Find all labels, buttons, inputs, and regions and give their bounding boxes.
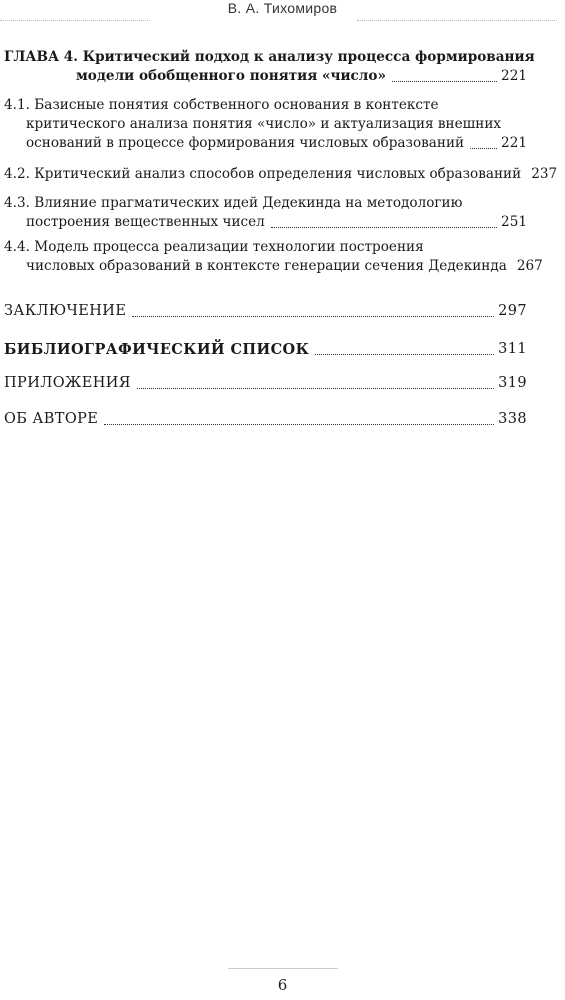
back-matter-title: ЗАКЛЮЧЕНИЕ [4,303,127,319]
back-matter-title: ОБ АВТОРЕ [4,411,99,427]
header-rule-right [357,20,557,21]
toc-entry-section-4-4[interactable] [4,238,543,276]
header-rule-left [0,20,150,21]
toc-entry-section-4-3[interactable] [4,194,527,232]
toc-entry-bibliography[interactable] [4,340,527,359]
section-number: 4.1. [4,97,30,113]
section-title-line-1: Модель процесса реализации технологии построения [34,239,424,255]
section-number: 4.2. [4,166,30,182]
section-title-line-1: Базисные понятия собственного основания в контексте [34,97,439,113]
section-title-line-1: Критический анализ способов определения числовых образований [34,166,522,182]
running-head: В. А. Тихомиров [227,0,338,16]
toc-entry-section-4-1[interactable] [4,96,527,153]
page-ref: 251 [501,214,527,230]
section-title-line-2: построения вещественных чисел [26,214,265,230]
page-ref: 237 [531,166,558,182]
page-ref: 338 [498,411,527,427]
back-matter-title: ПРИЛОЖЕНИЯ [4,375,131,391]
page-ref: 267 [516,258,543,274]
chapter-prefix: ГЛАВА 4. [4,49,78,65]
toc-entry-appendices[interactable] [4,374,527,393]
page-ref: 319 [498,375,527,391]
footer-rule [228,968,338,969]
section-title-line-3: оснований в процессе формирования числовых образований [26,135,465,151]
dot-leader [137,388,494,389]
section-title-line-2: числовых образований в контексте генерации сечения Дедекинда [26,258,507,274]
page-ref: 297 [498,303,527,319]
section-title-line-1: Влияние прагматических идей Дедекинда на методологию [34,195,463,211]
page-number: 6 [277,976,288,994]
section-number: 4.4. [4,239,30,255]
section-number: 4.3. [4,195,30,211]
toc-entry-about-author[interactable] [4,410,527,429]
dot-leader [132,316,494,317]
page-ref: 221 [501,135,527,151]
dot-leader [392,81,497,82]
chapter-title-line-1: Критический подход к анализу процесса формирования [82,49,535,65]
section-title-line-2: критического анализа понятия «число» и актуализация внешних [26,116,502,132]
dot-leader [470,148,497,149]
back-matter-title: БИБЛИОГРАФИЧЕСКИЙ СПИСОК [4,341,310,358]
toc-entry-chapter-4[interactable] [4,48,535,86]
toc-entry-section-4-2[interactable] [4,165,558,184]
dot-leader [315,354,494,355]
chapter-title-line-2: модели обобщенного понятия «число» [76,68,386,84]
page-ref: 221 [501,68,527,84]
dot-leader [271,227,497,228]
dot-leader [104,424,494,425]
toc-entry-conclusion[interactable] [4,302,527,321]
page-ref: 311 [498,341,527,357]
